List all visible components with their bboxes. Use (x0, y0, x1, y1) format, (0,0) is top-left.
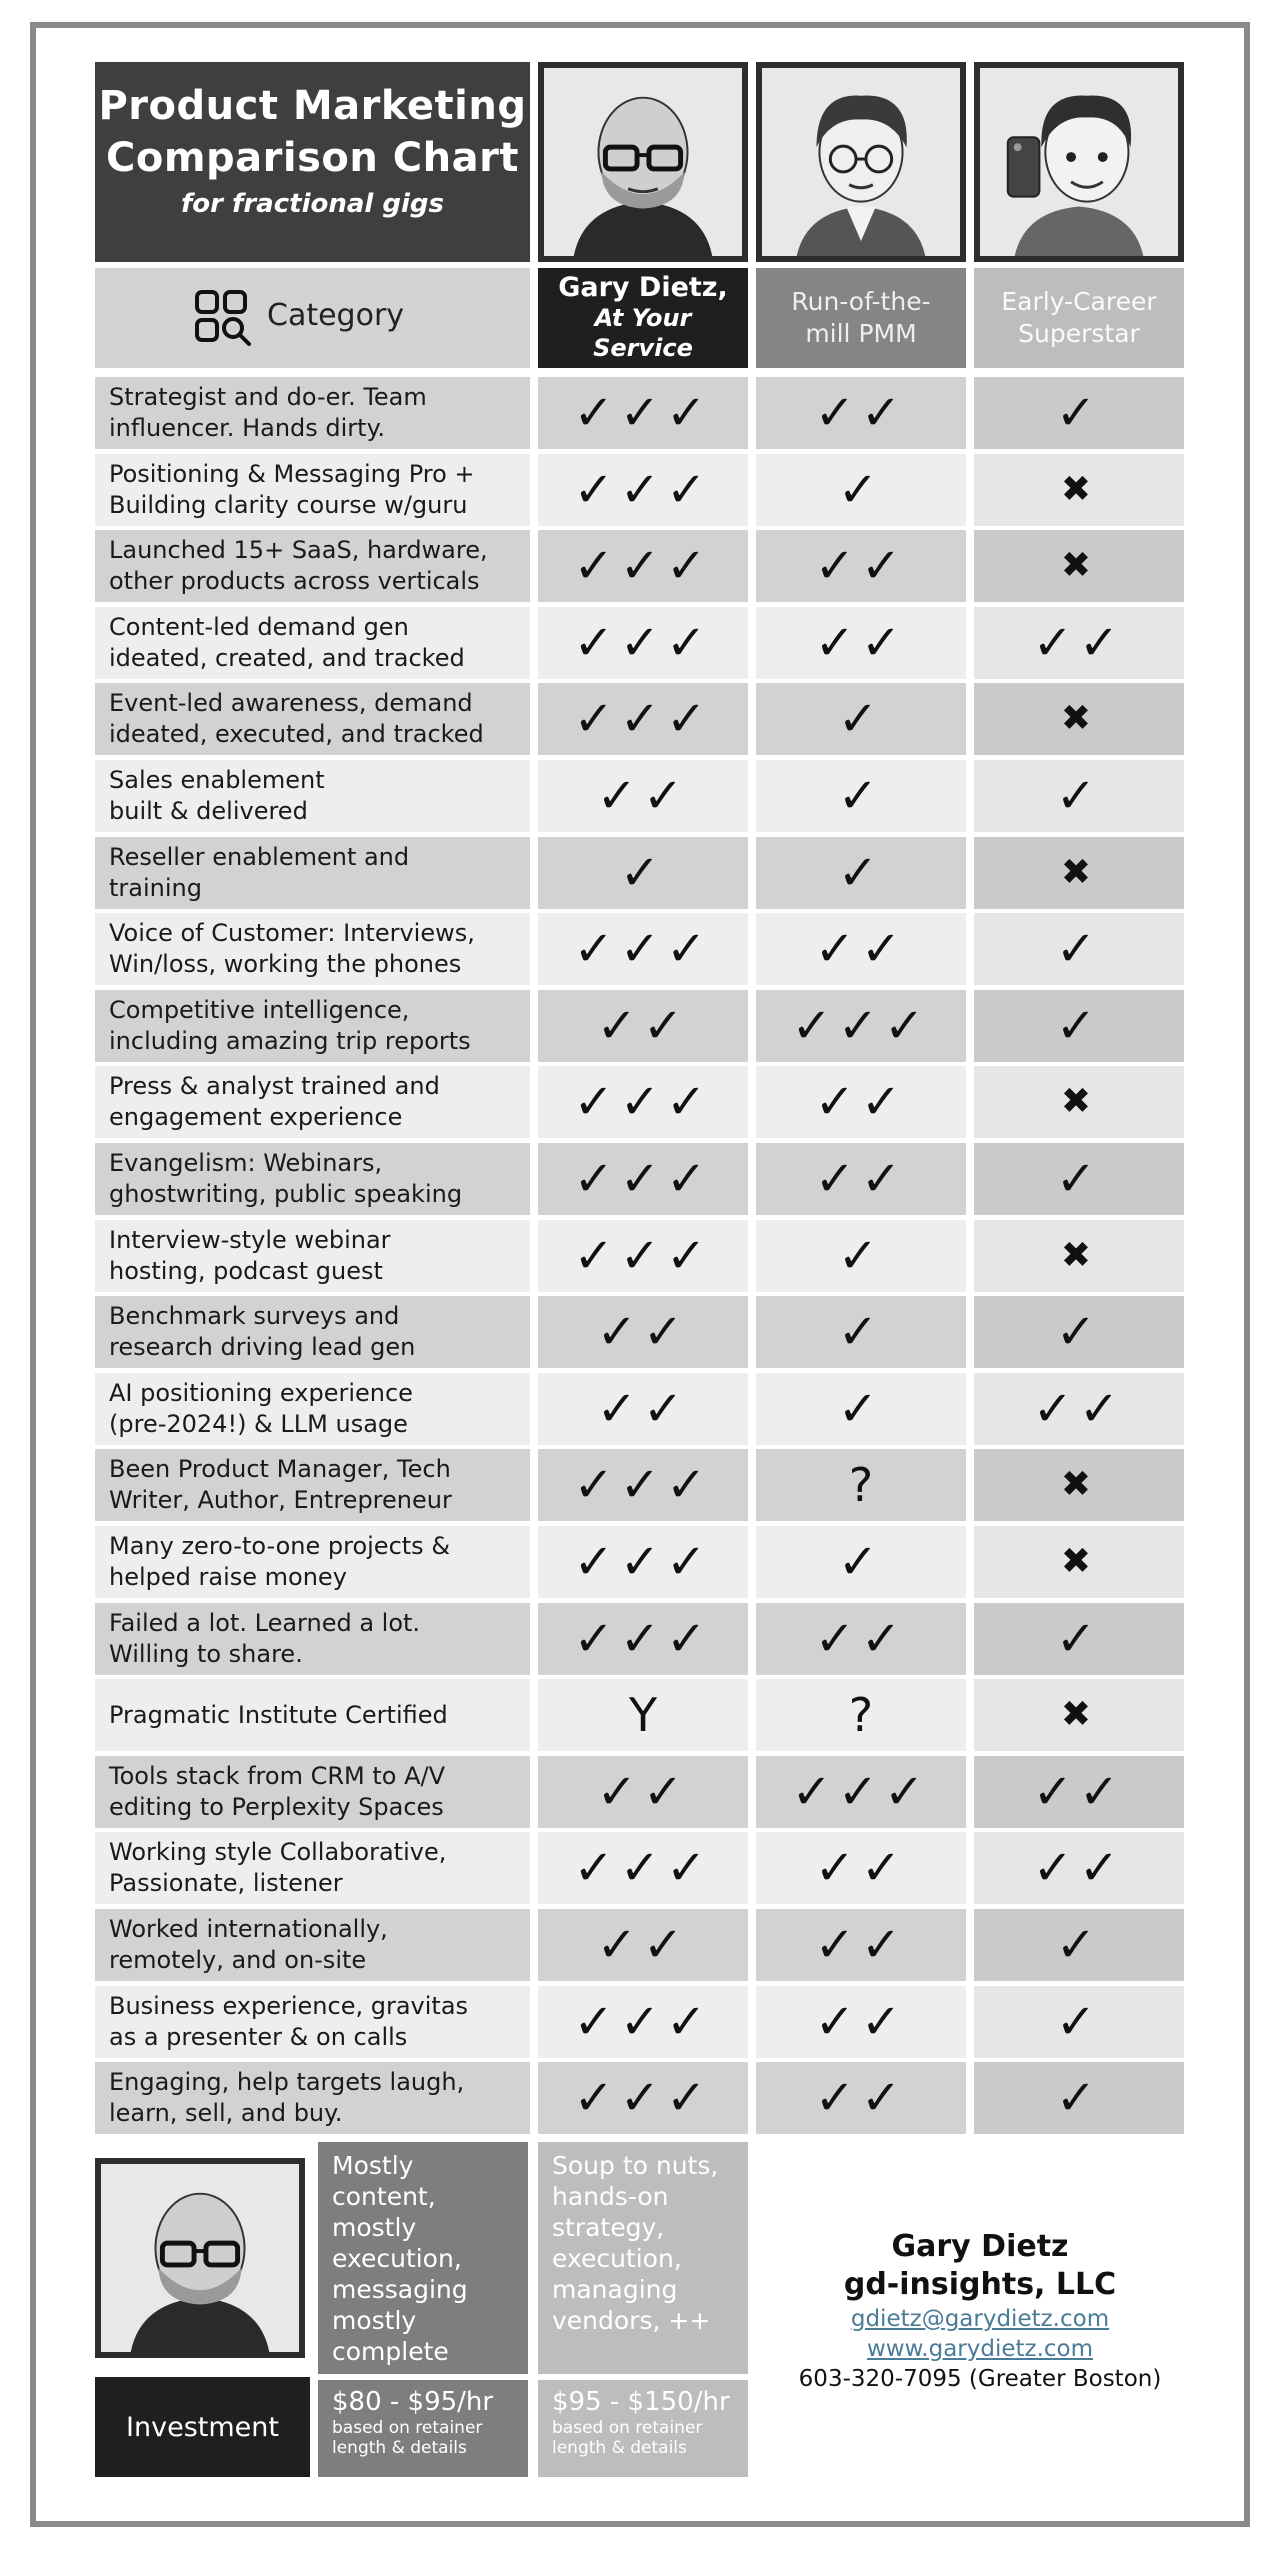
price-box-2 (538, 2380, 748, 2477)
contact-block (790, 2228, 1170, 2394)
run-of-the-mill-rating-cell: ? (756, 1679, 966, 1751)
gary-rating-cell: ✓✓ (538, 1756, 748, 1828)
row-category-label: Many zero-to-one projects & helped raise money (109, 1532, 451, 1591)
row-category-label: Worked internationally, remotely, and on-site (109, 1915, 388, 1974)
category-header (95, 268, 530, 368)
early-career-rating-cell: ✓ (974, 1603, 1184, 1675)
footer-gary-illustration (101, 2164, 299, 2352)
row-category-label: Voice of Customer: Interviews, Win/loss, working the phones (109, 919, 475, 978)
run-of-the-mill-rating-cell: ✓✓ (756, 1143, 966, 1215)
row-category-label: Reseller enablement and training (109, 843, 410, 902)
footer-gary-portrait (95, 2158, 305, 2358)
table-row (95, 1909, 1187, 1981)
title-subtitle: for fractional gigs (181, 189, 444, 219)
contact-email-link[interactable]: gdietz@garydietz.com (850, 2306, 1110, 2332)
gary-rating-cell: ✓✓✓ (538, 454, 748, 526)
column-header-gary (538, 268, 748, 368)
run-of-the-mill-rating-cell: ✓ (756, 837, 966, 909)
table-row (95, 1143, 1187, 1215)
early-career-rating-cell: ✓ (974, 760, 1184, 832)
table-row (95, 683, 1187, 755)
row-category-cell (95, 1526, 530, 1598)
contact-name: Gary Dietz (891, 2229, 1069, 2264)
row-category-cell (95, 760, 530, 832)
row-category-label: Launched 15+ SaaS, hardware, other products across verticals (109, 536, 488, 595)
row-category-label: Evangelism: Webinars, ghostwriting, public speaking (109, 1149, 463, 1208)
column-early-line2: Superstar (1018, 319, 1140, 348)
early-career-rating-cell: ✓ (974, 990, 1184, 1062)
column-gary-name: Gary Dietz, (558, 272, 728, 303)
row-category-label: Benchmark surveys and research driving lead gen (109, 1302, 416, 1361)
run-of-the-mill-rating-cell: ✓✓ (756, 2062, 966, 2134)
table-row (95, 1603, 1187, 1675)
row-category-label: Failed a lot. Learned a lot. Willing to share. (109, 1609, 421, 1668)
gary-rating-cell: ✓✓ (538, 760, 748, 832)
run-of-the-mill-rating-cell: ? (756, 1449, 966, 1521)
early-career-illustration (980, 68, 1178, 256)
table-row (95, 760, 1187, 832)
row-category-label: Been Product Manager, Tech Writer, Author, Entrepreneur (109, 1455, 452, 1514)
price-2-note-line2: length & details (552, 2438, 687, 2458)
early-career-rating-cell: ✖ (974, 1449, 1184, 1521)
category-grid-search-icon (193, 288, 253, 348)
early-career-rating-cell: ✖ (974, 530, 1184, 602)
row-category-cell (95, 1373, 530, 1445)
table-row (95, 913, 1187, 985)
run-of-the-mill-rating-cell: ✓✓ (756, 1909, 966, 1981)
table-row (95, 1756, 1187, 1828)
early-career-rating-cell: ✖ (974, 1220, 1184, 1292)
row-category-cell (95, 1143, 530, 1215)
gary-rating-cell: ✓✓✓ (538, 913, 748, 985)
run-of-the-mill-rating-cell: ✓ (756, 1373, 966, 1445)
row-category-cell (95, 1756, 530, 1828)
run-of-the-mill-rating-cell: ✓✓ (756, 530, 966, 602)
early-career-rating-cell: ✓✓ (974, 1756, 1184, 1828)
table-row (95, 1986, 1187, 2058)
early-career-rating-cell: ✓ (974, 913, 1184, 985)
early-career-rating-cell: ✓✓ (974, 1373, 1184, 1445)
gary-portrait-illustration (544, 68, 742, 256)
price-1-note-line2: length & details (332, 2438, 467, 2458)
run-of-the-mill-rating-cell: ✓✓ (756, 1986, 966, 2058)
run-of-the-mill-rating-cell: ✓✓✓ (756, 990, 966, 1062)
row-category-label: Engaging, help targets laugh, learn, sell, and buy. (109, 2068, 465, 2127)
early-career-rating-cell: ✖ (974, 1526, 1184, 1598)
row-category-label: Working style Collaborative, Passionate, listener (109, 1838, 447, 1897)
early-career-rating-cell: ✖ (974, 837, 1184, 909)
gary-rating-cell: ✓✓✓ (538, 1220, 748, 1292)
run-of-the-mill-rating-cell: ✓✓ (756, 1832, 966, 1904)
table-row (95, 1373, 1187, 1445)
row-category-cell (95, 1603, 530, 1675)
row-category-cell (95, 913, 530, 985)
column-gary-sub2: Service (593, 334, 693, 362)
table-row (95, 837, 1187, 909)
row-category-cell (95, 1220, 530, 1292)
gary-rating-cell: ✓✓✓ (538, 1449, 748, 1521)
column-early-line1: Early-Career (1001, 287, 1157, 316)
contact-company: gd-insights, LLC (843, 2267, 1117, 2302)
row-category-cell (95, 377, 530, 449)
early-career-rating-cell: ✖ (974, 454, 1184, 526)
gary-rating-cell: ✓✓✓ (538, 1832, 748, 1904)
row-category-cell (95, 1296, 530, 1368)
early-career-rating-cell: ✖ (974, 683, 1184, 755)
table-row (95, 990, 1187, 1062)
title-line-2: Comparison Chart (106, 135, 519, 181)
row-category-cell (95, 2062, 530, 2134)
row-category-label: Strategist and do-er. Team influencer. Hands dirty. (109, 383, 427, 442)
column-pmm-line2: mill PMM (805, 319, 917, 348)
row-category-cell (95, 1832, 530, 1904)
table-row (95, 1526, 1187, 1598)
row-category-label: Interview-style webinar hosting, podcast guest (109, 1226, 391, 1285)
table-row (95, 2062, 1187, 2134)
row-category-cell (95, 530, 530, 602)
gary-rating-cell: ✓✓ (538, 1909, 748, 1981)
column-pmm-line1: Run-of-the- (791, 287, 931, 316)
row-category-cell (95, 607, 530, 679)
gary-rating-cell: ✓✓✓ (538, 607, 748, 679)
early-career-rating-cell: ✖ (974, 1066, 1184, 1138)
gary-rating-cell: ✓✓✓ (538, 1986, 748, 2058)
gary-rating-cell: ✓✓✓ (538, 2062, 748, 2134)
table-row (95, 1832, 1187, 1904)
row-category-cell (95, 1066, 530, 1138)
row-category-label: Pragmatic Institute Certified (109, 1700, 448, 1729)
run-of-the-mill-rating-cell: ✓ (756, 683, 966, 755)
gary-rating-cell: ✓✓✓ (538, 530, 748, 602)
table-row (95, 607, 1187, 679)
run-of-the-mill-rating-cell: ✓✓ (756, 1066, 966, 1138)
run-of-the-mill-rating-cell: ✓✓ (756, 913, 966, 985)
gary-rating-cell: ✓✓ (538, 1373, 748, 1445)
row-category-label: Tools stack from CRM to A/V editing to Perplexity Spaces (109, 1762, 445, 1821)
gary-rating-cell: Y (538, 1679, 748, 1751)
row-category-cell (95, 990, 530, 1062)
row-category-cell (95, 1986, 530, 2058)
row-category-label: Press & analyst trained and engagement experience (109, 1072, 440, 1131)
gary-rating-cell: ✓✓✓ (538, 377, 748, 449)
gary-rating-cell: ✓✓✓ (538, 1526, 748, 1598)
column-header-run-of-the-mill (756, 268, 966, 368)
column-gary-sub1: At Your (594, 304, 692, 332)
run-of-the-mill-rating-cell: ✓ (756, 1526, 966, 1598)
contact-website-link[interactable]: www.garydietz.com (866, 2336, 1094, 2362)
row-category-cell (95, 1679, 530, 1751)
row-category-cell (95, 454, 530, 526)
table-row (95, 1066, 1187, 1138)
row-category-cell (95, 837, 530, 909)
early-career-portrait (974, 62, 1184, 262)
early-career-rating-cell: ✖ (974, 1679, 1184, 1751)
gary-rating-cell: ✓✓✓ (538, 683, 748, 755)
price-2: $95 - $150/hr (552, 2387, 730, 2417)
price-box-1 (318, 2380, 528, 2477)
row-category-label: Sales enablement built & delivered (109, 766, 325, 825)
run-of-the-mill-illustration (762, 68, 960, 256)
table-row (95, 1679, 1187, 1751)
gary-rating-cell: ✓✓ (538, 990, 748, 1062)
gary-rating-cell: ✓✓✓ (538, 1603, 748, 1675)
run-of-the-mill-rating-cell: ✓✓✓ (756, 1756, 966, 1828)
run-of-the-mill-rating-cell: ✓✓ (756, 377, 966, 449)
run-of-the-mill-rating-cell: ✓ (756, 454, 966, 526)
row-category-label: Event-led awareness, demand ideated, executed, and tracked (109, 689, 484, 748)
table-row (95, 454, 1187, 526)
gary-portrait (538, 62, 748, 262)
early-career-rating-cell: ✓ (974, 1296, 1184, 1368)
offering-description-2: Soup to nuts, hands-on strategy, execution, managing vendors, ++ (538, 2142, 748, 2374)
row-category-label: Content-led demand gen ideated, created, and tracked (109, 613, 465, 672)
run-of-the-mill-rating-cell: ✓✓ (756, 607, 966, 679)
run-of-the-mill-rating-cell: ✓ (756, 760, 966, 832)
column-header-early-career (974, 268, 1184, 368)
investment-label: Investment (95, 2377, 310, 2477)
early-career-rating-cell: ✓ (974, 1986, 1184, 2058)
run-of-the-mill-rating-cell: ✓ (756, 1220, 966, 1292)
run-of-the-mill-portrait (756, 62, 966, 262)
price-2-note-line1: based on retainer (552, 2418, 703, 2438)
early-career-rating-cell: ✓ (974, 2062, 1184, 2134)
table-row (95, 1296, 1187, 1368)
table-row (95, 377, 1187, 449)
row-category-label: AI positioning experience (pre-2024!) & LLM usage (109, 1379, 413, 1438)
row-category-label: Positioning & Messaging Pro + Building clarity course w/guru (109, 460, 475, 519)
early-career-rating-cell: ✓ (974, 1909, 1184, 1981)
price-1-note-line1: based on retainer (332, 2418, 483, 2438)
row-category-label: Competitive intelligence, including amazing trip reports (109, 996, 471, 1055)
early-career-rating-cell: ✓✓ (974, 607, 1184, 679)
title-line-1: Product Marketing (98, 83, 527, 129)
run-of-the-mill-rating-cell: ✓ (756, 1296, 966, 1368)
price-1: $80 - $95/hr (332, 2387, 494, 2417)
row-category-cell (95, 1909, 530, 1981)
table-row (95, 1220, 1187, 1292)
contact-phone: 603-320-7095 (Greater Boston) (798, 2366, 1162, 2392)
chart-title-box (95, 62, 530, 262)
row-category-label: Business experience, gravitas as a presenter & on calls (109, 1992, 469, 2051)
gary-rating-cell: ✓✓✓ (538, 1066, 748, 1138)
table-row (95, 530, 1187, 602)
gary-rating-cell: ✓ (538, 837, 748, 909)
row-category-cell (95, 683, 530, 755)
gary-rating-cell: ✓✓✓ (538, 1143, 748, 1215)
row-category-cell (95, 1449, 530, 1521)
offering-description-1: Mostly content, mostly execution, messaging mostly complete (318, 2142, 528, 2374)
early-career-rating-cell: ✓ (974, 377, 1184, 449)
early-career-rating-cell: ✓✓ (974, 1832, 1184, 1904)
gary-rating-cell: ✓✓ (538, 1296, 748, 1368)
table-row (95, 1449, 1187, 1521)
category-label: Category (267, 298, 405, 333)
early-career-rating-cell: ✓ (974, 1143, 1184, 1215)
run-of-the-mill-rating-cell: ✓✓ (756, 1603, 966, 1675)
